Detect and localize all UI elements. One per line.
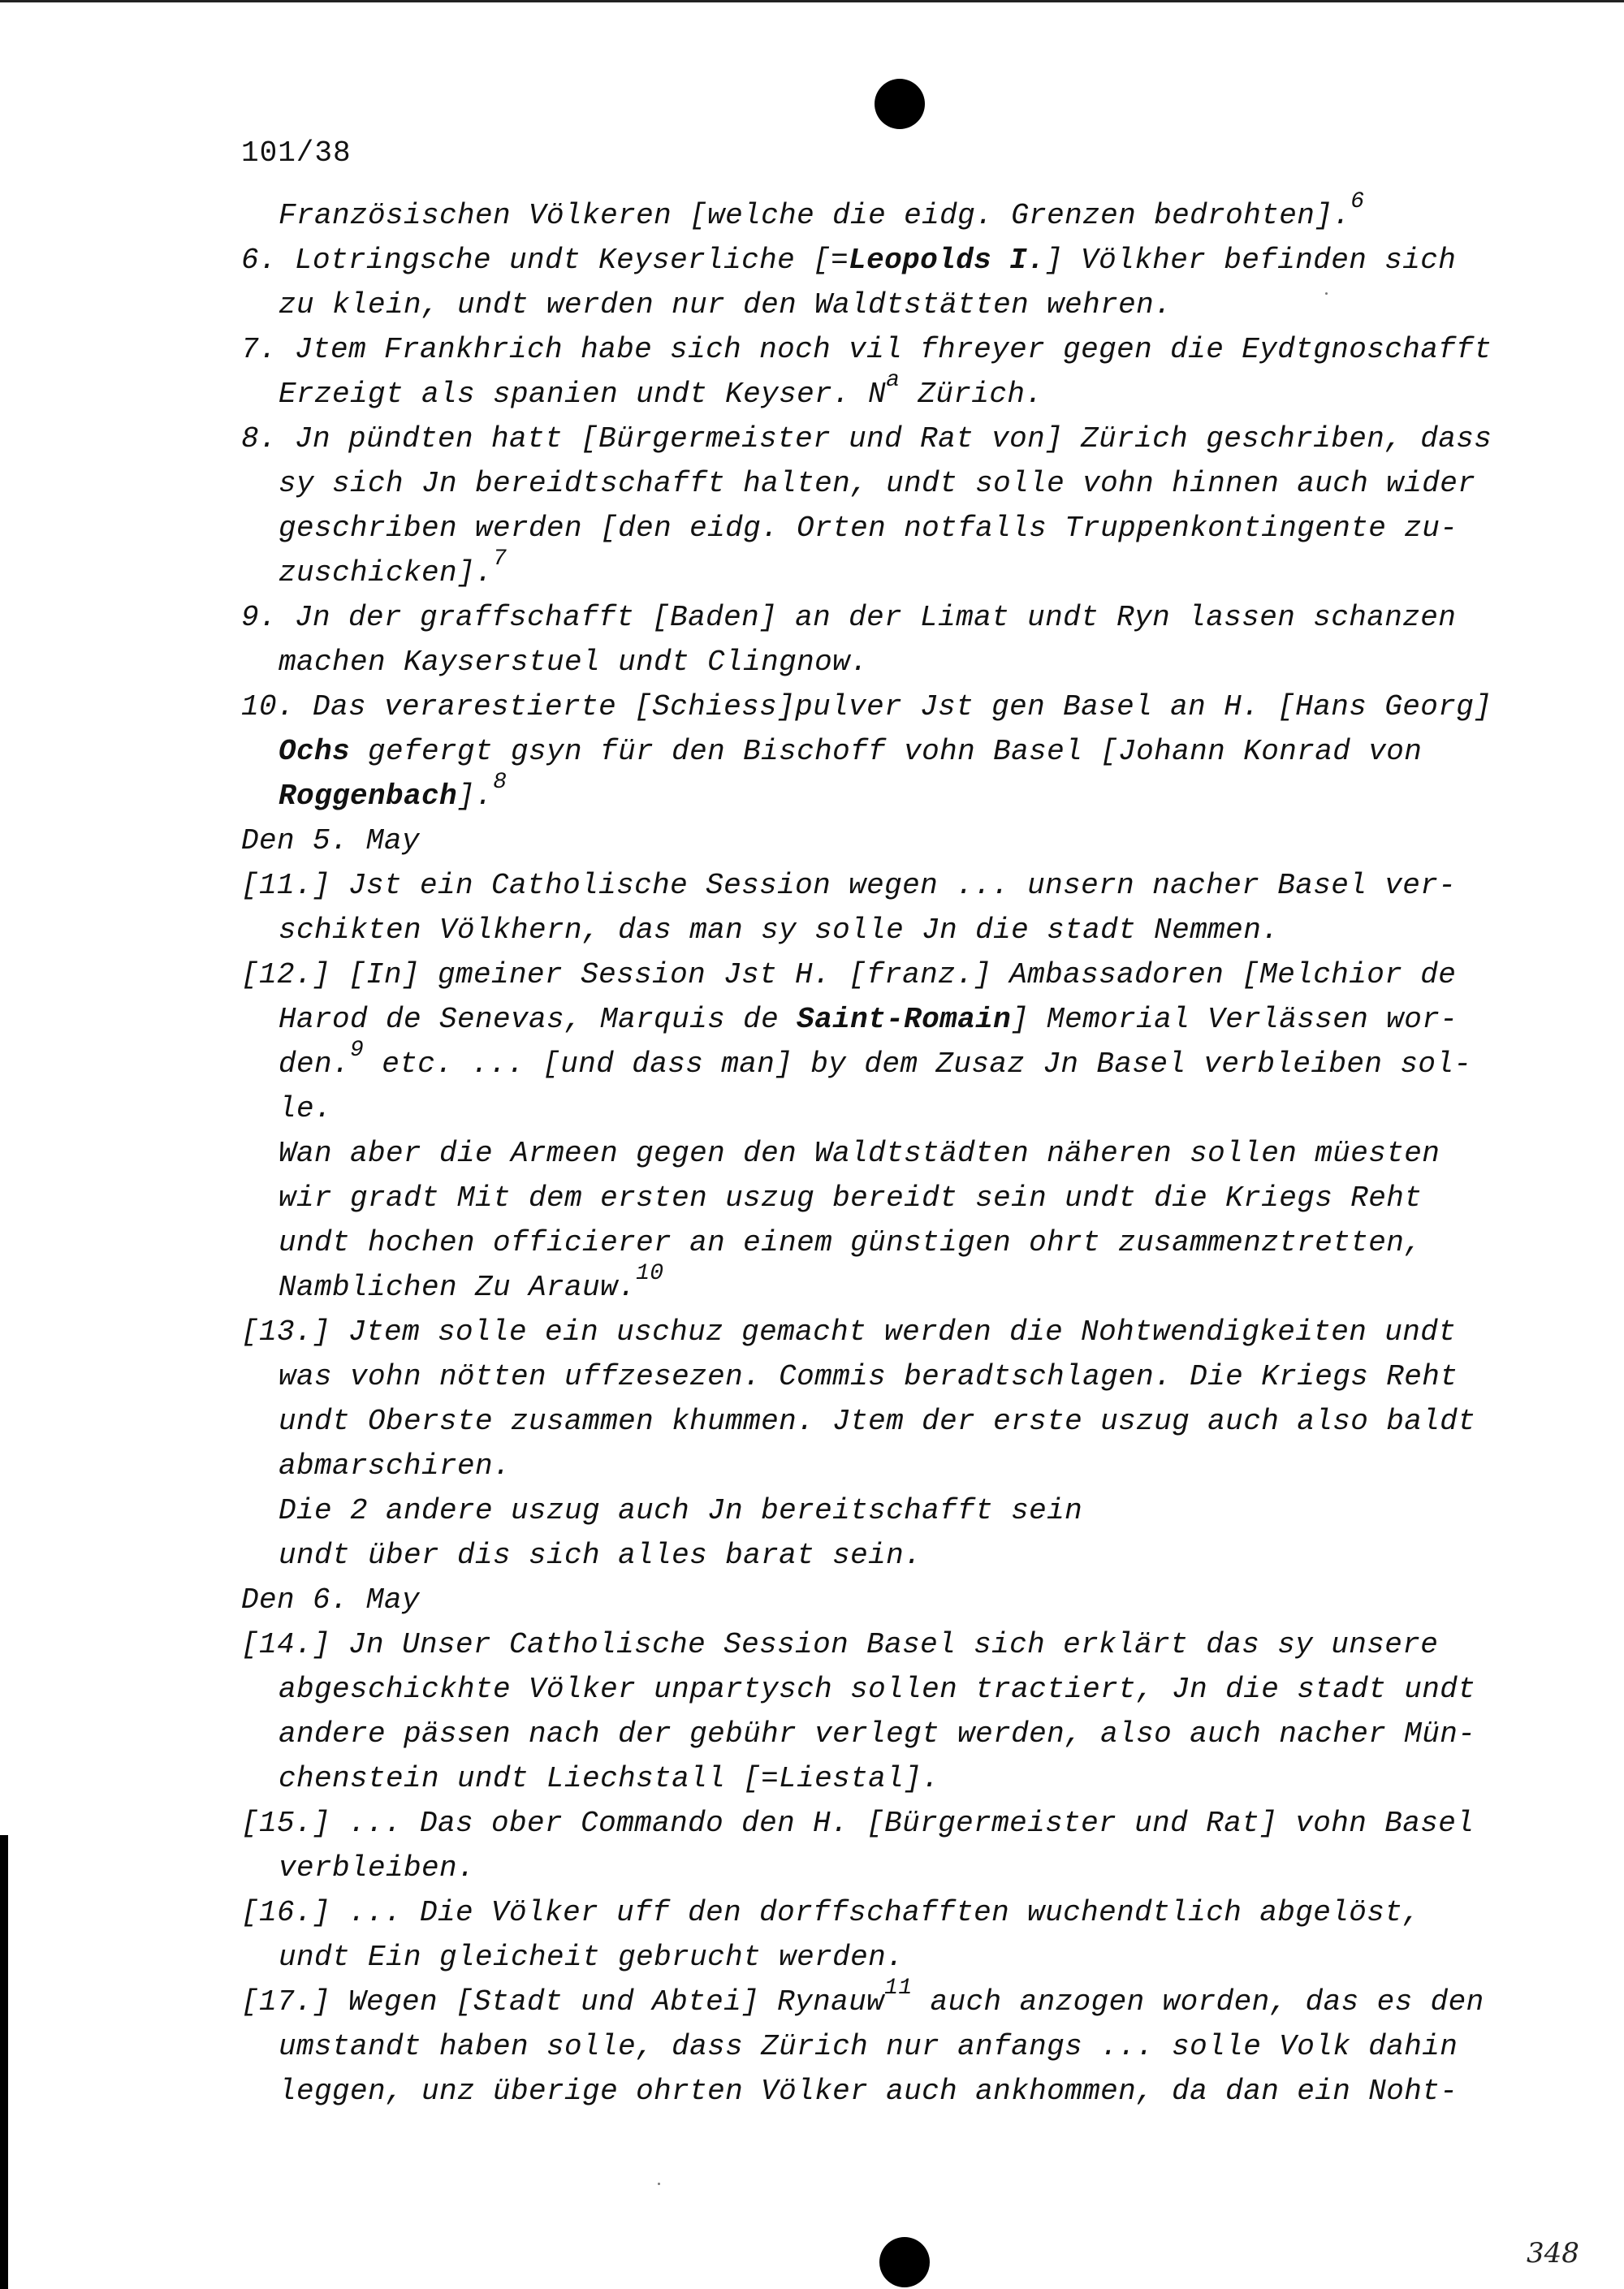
list-item-16: [16.] ... Die Völker uff den dorffschafften wuchendtlich abgelöst, undt Ein gleicheit gebrucht werden. xyxy=(241,1896,1421,1974)
footnote-ref: 8 xyxy=(493,770,508,795)
paragraph-continuation: Französischen Völkeren [welche die eidg. Grenzen bedrohten].$^6$ xyxy=(279,189,1365,232)
list-item-15: [15.] ... Das ober Commando den H. [Bürgermeister und Rat] vohn Basel verbleiben. xyxy=(241,1807,1475,1885)
date-heading: Den 5. May xyxy=(241,824,421,857)
superscript: a xyxy=(886,368,901,393)
list-item-7: 7. Jtem Frankhrich habe sich noch vil fhreyer gegen die Eydtgnoschafft Erzeigt als spanien undt Keyser. $N^a$ Zürich. xyxy=(241,333,1492,411)
page-number: 101/38 xyxy=(241,136,352,170)
document-body xyxy=(241,189,1508,2114)
list-item-8: 8. Jn pündten hatt [Bürgermeister und Rat von] Zürich geschriben, dass sy sich Jn bereidtschafft halten, undt solle vohn hinnen auch wider geschriben werden [den eidg. Orten notfalls Truppenkontingente zu-zuschicken].$^7$ xyxy=(241,422,1492,590)
list-item-13: [13.] Jtem solle ein uschuz gemacht werden die Nohtwendigkeiten undt was vohn nötten uffzesezen. Commis beradtschlagen. Die Kriegs Reht undt Oberste zusammen khummen. Jtem der erste uszug auch also baldt abmarschiren. xyxy=(241,1315,1476,1483)
paragraph-12-continuation: Wan aber die Armeen gegen den Waldtstädten näheren sollen müesten wir gradt Mit dem ersten uszug bereidt sein undt die Kriegs Reht undt hochen officierer an einem günstigen ohrt zusammenztretten, Namblichen Zu Arauw.$^{10}$ xyxy=(279,1137,1440,1304)
page-left-edge xyxy=(0,1835,8,2289)
list-item-12: [12.] [In] gmeiner Session Jst H. [franz.] Ambassadoren [Melchior de Harod de Senevas, Marquis de Saint-Romain] Memorial Verlässen wor-den.$^9$ etc. ... [und dass man] by dem Zusaz Jn Basel verbleiben sol-le. xyxy=(241,958,1472,1125)
punch-hole-top xyxy=(875,79,925,129)
footnote-ref: 11 xyxy=(884,1976,913,2001)
footnote-ref: 9 xyxy=(350,1038,365,1063)
list-item-6: 6. Lotringsche undt Keyserliche [=Leopolds I.] Völkher befinden sich zu klein, undt werden nur den Waldtstätten wehren. xyxy=(241,244,1457,322)
list-item-14: [14.] Jn Unser Catholische Session Basel sich erklärt das sy unsere abgeschickhte Völker unpartysch sollen tractiert, Jn die stadt undt andere pässen nach der gebühr verlegt werden, also auch nacher Mün-chenstein undt Liechstall [=Liestal]. xyxy=(241,1628,1476,1795)
list-item-17: [17.] Wegen [Stadt und Abtei] Rynauw$^{11}$ auch anzogen worden, das es den umstandt haben solle, dass Zürich nur anfangs ... solle Volk dahin leggen, unz überige ohrten Völker auch ankhommen, da dan ein Noht- xyxy=(241,1976,1484,2108)
paragraph-13-line-2: undt über dis sich alles barat sein. xyxy=(279,1539,922,1572)
footnote-ref: 10 xyxy=(636,1261,664,1286)
paragraph-13-line-1: Die 2 andere uszug auch Jn bereitschafft sein xyxy=(279,1494,1083,1527)
scan-speck xyxy=(658,2183,660,2185)
page-top-edge xyxy=(0,0,1624,2)
list-item-11: [11.] Jst ein Catholische Session wegen ... unsern nacher Basel ver-schikten Völkhern, das man sy solle Jn die stadt Nemmen. xyxy=(241,869,1457,947)
date-heading: Den 6. May xyxy=(241,1583,421,1617)
footnote-ref: 7 xyxy=(493,546,508,572)
footnote-ref: 6 xyxy=(1350,189,1365,214)
list-item-10: 10. Das verarestierte [Schiess]pulver Jst gen Basel an H. [Hans Georg] Ochs gefergt gsyn für den Bischoff vohn Basel [Johann Konrad von Roggenbach].$^8$ xyxy=(241,690,1492,813)
list-item-9: 9. Jn der graffschafft [Baden] an der Limat undt Ryn lassen schanzen machen Kayserstuel undt Clingnow. xyxy=(241,601,1457,679)
handwritten-sheet-number: 348 xyxy=(1527,2237,1579,2270)
punch-hole-bottom xyxy=(879,2237,930,2287)
